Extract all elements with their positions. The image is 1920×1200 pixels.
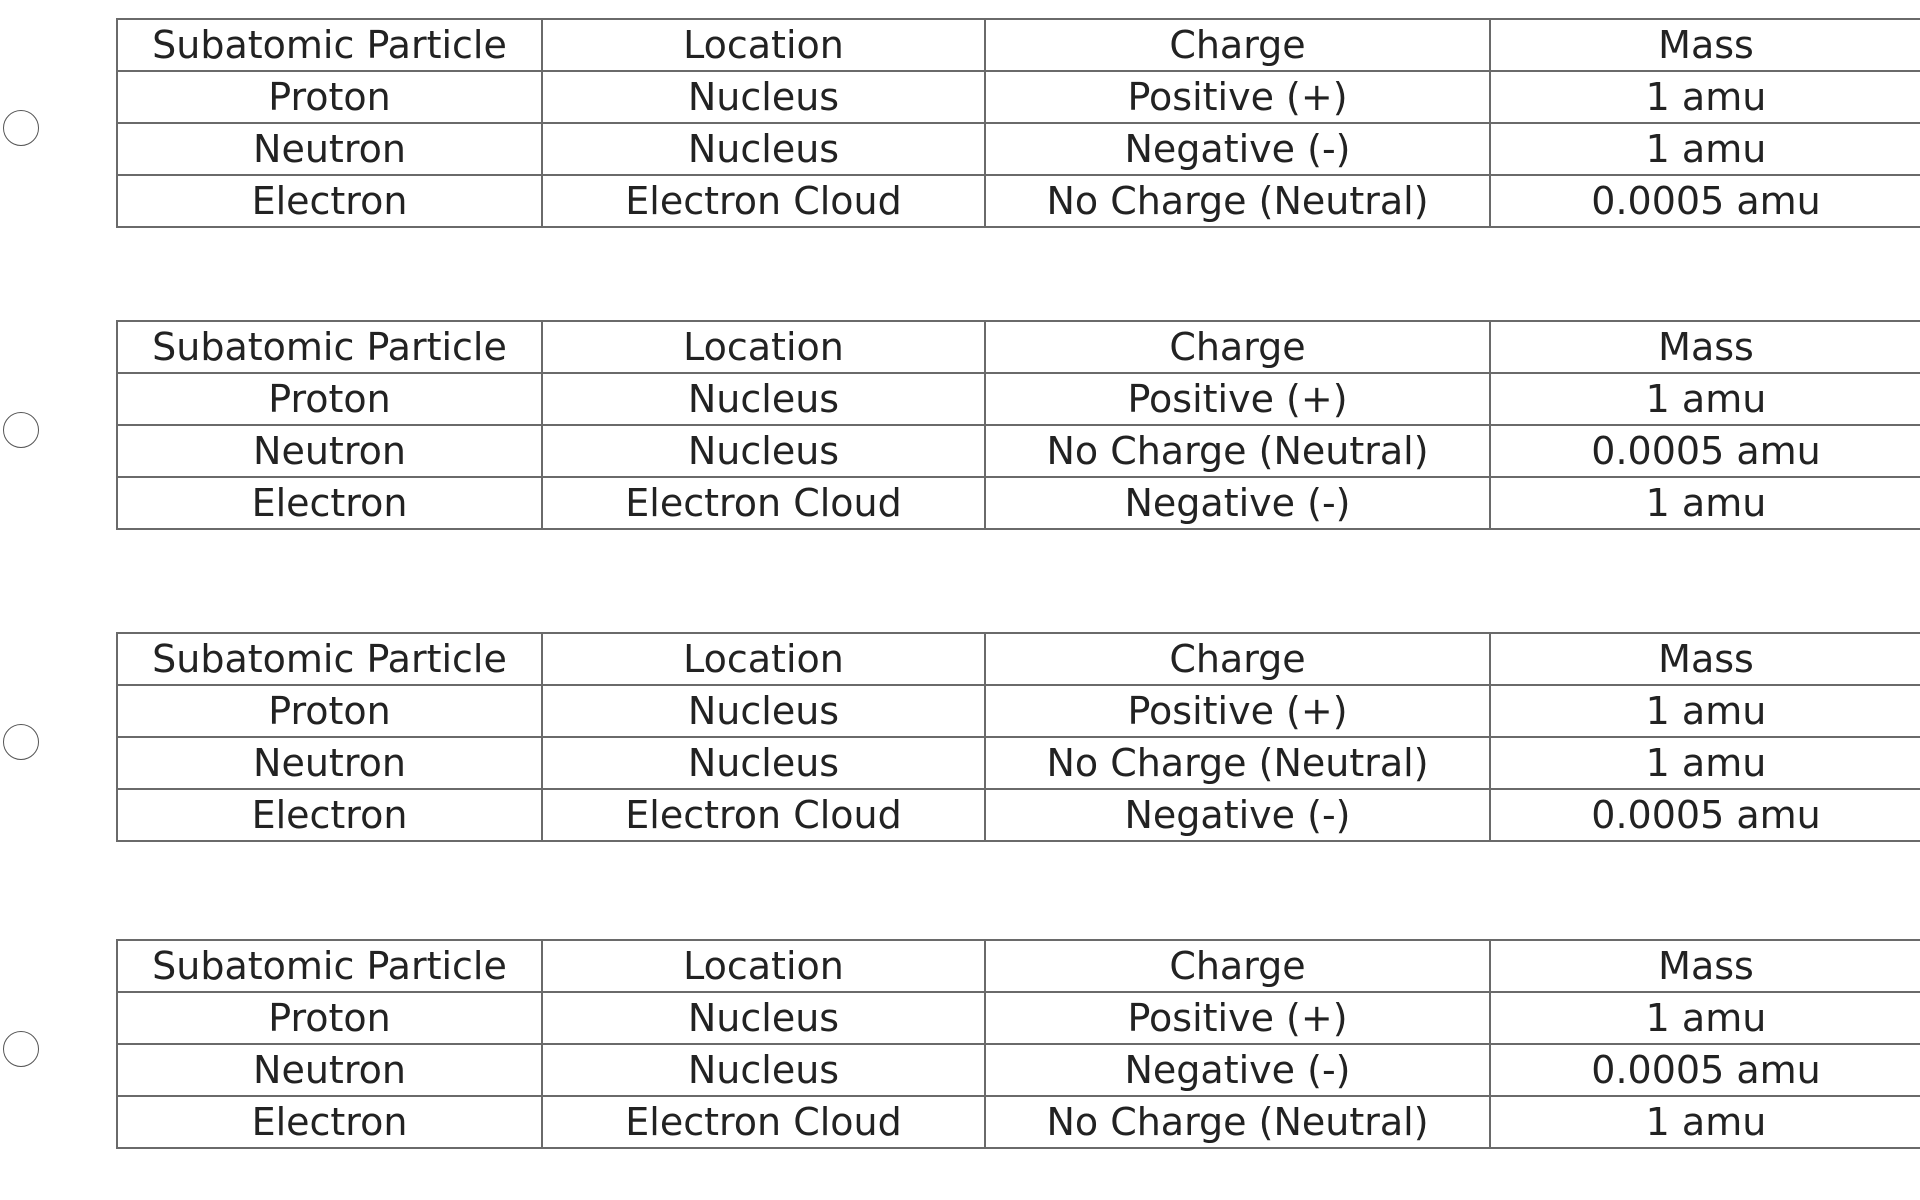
charge-cell: Negative (-)	[985, 1044, 1490, 1096]
table-row	[117, 425, 1920, 477]
mass-cell: 0.0005 amu	[1490, 1044, 1920, 1096]
particle-cell: Proton	[117, 685, 542, 737]
charge-cell: No Charge (Neutral)	[985, 1096, 1490, 1148]
header-cell-particle: Subatomic Particle	[117, 321, 542, 373]
table-row	[117, 123, 1920, 175]
charge-cell: No Charge (Neutral)	[985, 737, 1490, 789]
table-row	[117, 789, 1920, 841]
mass-cell: 1 amu	[1490, 685, 1920, 737]
header-cell-location: Location	[542, 19, 985, 71]
table-header-row	[117, 940, 1920, 992]
header-cell-charge: Charge	[985, 19, 1490, 71]
mass-cell: 1 amu	[1490, 373, 1920, 425]
charge-cell: Positive (+)	[985, 71, 1490, 123]
table-row	[117, 685, 1920, 737]
table-header-row	[117, 19, 1920, 71]
particle-table-option-1	[116, 18, 1920, 228]
particle-cell: Electron	[117, 477, 542, 529]
header-cell-particle: Subatomic Particle	[117, 633, 542, 685]
particle-cell: Electron	[117, 1096, 542, 1148]
charge-cell: Negative (-)	[985, 123, 1490, 175]
particle-cell: Neutron	[117, 425, 542, 477]
header-cell-mass: Mass	[1490, 321, 1920, 373]
header-cell-location: Location	[542, 633, 985, 685]
table-row	[117, 1096, 1920, 1148]
location-cell: Nucleus	[542, 685, 985, 737]
location-cell: Nucleus	[542, 71, 985, 123]
location-cell: Nucleus	[542, 373, 985, 425]
radio-button-option-3[interactable]	[3, 724, 39, 760]
table-row	[117, 373, 1920, 425]
answer-option-3[interactable]	[0, 632, 1920, 848]
particle-cell: Neutron	[117, 1044, 542, 1096]
mass-cell: 0.0005 amu	[1490, 425, 1920, 477]
location-cell: Nucleus	[542, 425, 985, 477]
charge-cell: No Charge (Neutral)	[985, 425, 1490, 477]
location-cell: Nucleus	[542, 1044, 985, 1096]
radio-button-option-2[interactable]	[3, 412, 39, 448]
table-row	[117, 71, 1920, 123]
mass-cell: 1 amu	[1490, 992, 1920, 1044]
table-row	[117, 992, 1920, 1044]
mass-cell: 0.0005 amu	[1490, 789, 1920, 841]
particle-cell: Proton	[117, 71, 542, 123]
particle-cell: Neutron	[117, 737, 542, 789]
header-cell-particle: Subatomic Particle	[117, 940, 542, 992]
answer-option-1[interactable]	[0, 18, 1920, 234]
table-header-row	[117, 321, 1920, 373]
header-cell-charge: Charge	[985, 940, 1490, 992]
particle-table-option-2	[116, 320, 1920, 530]
header-cell-charge: Charge	[985, 633, 1490, 685]
particle-cell: Electron	[117, 175, 542, 227]
location-cell: Nucleus	[542, 737, 985, 789]
header-cell-location: Location	[542, 940, 985, 992]
answer-option-2[interactable]	[0, 320, 1920, 536]
charge-cell: No Charge (Neutral)	[985, 175, 1490, 227]
header-cell-particle: Subatomic Particle	[117, 19, 542, 71]
header-cell-mass: Mass	[1490, 19, 1920, 71]
location-cell: Electron Cloud	[542, 789, 985, 841]
location-cell: Electron Cloud	[542, 175, 985, 227]
mass-cell: 1 amu	[1490, 1096, 1920, 1148]
radio-button-option-4[interactable]	[3, 1031, 39, 1067]
location-cell: Electron Cloud	[542, 1096, 985, 1148]
table-header-row	[117, 633, 1920, 685]
mass-cell: 1 amu	[1490, 123, 1920, 175]
table-row	[117, 1044, 1920, 1096]
particle-table-option-3	[116, 632, 1920, 842]
charge-cell: Positive (+)	[985, 373, 1490, 425]
particle-cell: Proton	[117, 373, 542, 425]
charge-cell: Negative (-)	[985, 477, 1490, 529]
header-cell-location: Location	[542, 321, 985, 373]
table-row	[117, 477, 1920, 529]
header-cell-mass: Mass	[1490, 633, 1920, 685]
charge-cell: Positive (+)	[985, 992, 1490, 1044]
location-cell: Nucleus	[542, 992, 985, 1044]
mass-cell: 1 amu	[1490, 737, 1920, 789]
mass-cell: 1 amu	[1490, 71, 1920, 123]
charge-cell: Negative (-)	[985, 789, 1490, 841]
mass-cell: 1 amu	[1490, 477, 1920, 529]
location-cell: Electron Cloud	[542, 477, 985, 529]
header-cell-mass: Mass	[1490, 940, 1920, 992]
header-cell-charge: Charge	[985, 321, 1490, 373]
radio-button-option-1[interactable]	[3, 110, 39, 146]
answer-option-4[interactable]	[0, 939, 1920, 1155]
particle-table-option-4	[116, 939, 1920, 1149]
particle-cell: Proton	[117, 992, 542, 1044]
location-cell: Nucleus	[542, 123, 985, 175]
mass-cell: 0.0005 amu	[1490, 175, 1920, 227]
charge-cell: Positive (+)	[985, 685, 1490, 737]
particle-cell: Neutron	[117, 123, 542, 175]
particle-cell: Electron	[117, 789, 542, 841]
table-row	[117, 737, 1920, 789]
table-row	[117, 175, 1920, 227]
